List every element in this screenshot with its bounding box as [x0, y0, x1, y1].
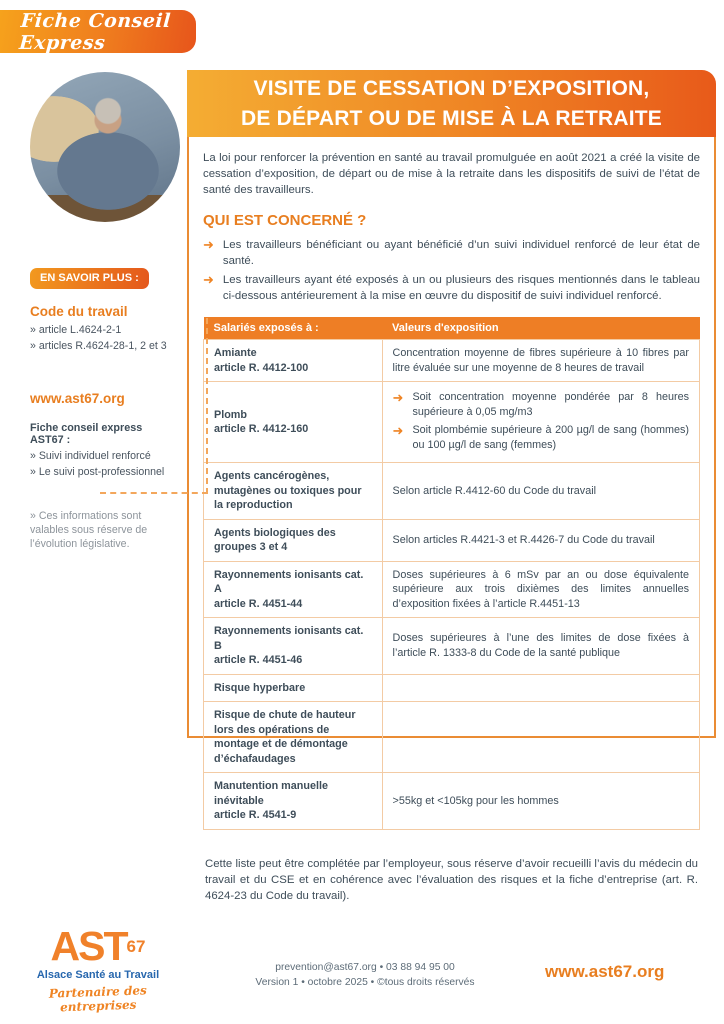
risk-article: article R. 4541-9	[214, 809, 297, 821]
logo-subtitle: Alsace Santé au Travail	[36, 969, 160, 981]
risk-value: Soit concentration moyenne pondérée par 8 heures supérieure à 0,05 mg/m3	[412, 391, 689, 418]
risk-article: article R. 4451-46	[214, 654, 303, 666]
risk-name: Amiante	[214, 347, 257, 359]
risk-name: Agents cancérogènes, mutagènes ou toxiques pour la reproduction	[214, 470, 362, 511]
sidebar-item-suivi-post: » Le suivi post-professionnel	[30, 466, 165, 478]
risk-name: Rayonnements ionisants cat. B	[214, 625, 364, 652]
sidebar-legal-note: » Ces informations sont valables sous réserve de l’évolution législative.	[30, 510, 148, 550]
footer-version-line: Version 1 • octobre 2025 • ©tous droits réservés	[255, 977, 475, 988]
intro-paragraph: La loi pour renforcer la prévention en santé au travail promulguée en août 2021 a créé la visite de cessation d’exposition, de départ ou de mise à la retraite dans les dispositifs de suivi de l’état de santé des travailleurs.	[203, 152, 700, 196]
risk-value: Concentration moyenne de fibres supérieure à 10 fibres par litre évaluée sur une moyenne de 8 heures de travail	[382, 340, 699, 382]
closing-paragraph: Cette liste peut être complétée par l’employeur, sous réserve d’avoir recueilli l’avis du médecin du travail et du CSE et en cohérence avec l’évaluation des risques et la fiche d’entreprise (art. R. 4624-23 du Code du travail).	[205, 857, 698, 902]
value-bullet	[393, 423, 689, 452]
risk-name: Risque de chute de hauteur lors des opérations de montage et de démontage d’échafaudages	[214, 709, 356, 765]
risk-value: Selon article R.4412-60 du Code du travail	[382, 463, 699, 520]
sidebar-website-link[interactable]: www.ast67.org	[30, 391, 125, 406]
risk-name: Plomb	[214, 408, 247, 421]
risk-value: >55kg et <105kg pour les hommes	[382, 773, 699, 830]
risk-value	[382, 702, 699, 773]
table-row	[204, 519, 700, 561]
column-header-valeurs: Valeurs d'exposition	[382, 317, 699, 340]
list-item	[203, 272, 700, 304]
logo-tagline: Partenaire des entreprises	[48, 983, 147, 1015]
footer-website-link[interactable]: www.ast67.org	[545, 962, 665, 981]
risk-value: Selon articles R.4421-3 et R.4426-7 du Code du travail	[382, 519, 699, 561]
arrow-bullet-icon: ➜	[392, 390, 404, 405]
table-row	[204, 618, 700, 675]
table-row	[204, 340, 700, 382]
ast67-logo	[33, 925, 163, 1013]
section-heading: QUI EST CONCERNÉ ?	[203, 212, 367, 229]
banner-label: Fiche Conseil Express	[18, 9, 172, 54]
sidebar-item-article-2: » articles R.4624-28-1, 2 et 3	[30, 340, 167, 352]
risk-article: article R. 4451-44	[214, 597, 303, 610]
risk-article: article R. 4412-160	[214, 423, 309, 435]
bullet-text: Les travailleurs bénéficiant ou ayant bénéficié d’un suivi individuel renforcé de leur état de santé.	[222, 239, 700, 267]
arrow-bullet-icon: ➜	[203, 272, 214, 287]
sidebar-code-du-travail-title: Code du travail	[30, 304, 128, 319]
arrow-bullet-icon: ➜	[203, 237, 214, 252]
table-header-row	[204, 317, 700, 340]
risk-name: Manutention manuelle inévitable	[214, 780, 328, 807]
risk-name: Rayonnements ionisants cat. A	[214, 568, 364, 595]
sidebar-item-suivi-renforce: » Suivi individuel renforcé	[30, 450, 151, 462]
sidebar-fiche-title: Fiche conseil express AST67 :	[30, 422, 143, 446]
sidebar	[30, 268, 178, 551]
risk-article: article R. 4412-100	[214, 361, 309, 374]
footer-contact-line: prevention@ast67.org • 03 88 94 95 00	[275, 962, 455, 973]
sidebar-item-article-1: » article L.4624-2-1	[30, 324, 122, 336]
risk-value: Doses supérieures à 6 mSv par an ou dose équivalente supérieure aux trois dixièmes des limites annuelles d’exposition fixées à l’article R.4451-13	[382, 561, 699, 618]
risk-name: Risque hyperbare	[214, 681, 306, 694]
arrow-bullet-icon: ➜	[392, 423, 404, 438]
title-line-1: VISITE DE CESSATION D’EXPOSITION,	[253, 76, 650, 100]
logo-ast-text: AST	[50, 923, 127, 969]
document-title	[187, 70, 716, 137]
table-row	[204, 382, 700, 463]
footer-contact-block	[230, 960, 500, 990]
risk-name: Agents biologiques des groupes 3 et 4	[214, 526, 336, 553]
value-bullet	[393, 390, 689, 419]
table-row	[204, 702, 700, 773]
table-row	[204, 561, 700, 618]
title-line-2: DE DÉPART OU DE MISE À LA RETRAITE	[241, 106, 662, 130]
column-header-salaries: Salariés exposés à :	[204, 317, 383, 340]
table-row	[204, 773, 700, 830]
bullet-text: Les travailleurs ayant été exposés à un ou plusieurs des risques mentionnés dans le tableau ci-dessous antérieurement à la mise en œuvre du dispositif de suivi individuel renforcé.	[222, 274, 700, 302]
risk-value: Soit plombémie supérieure à 200 µg/l de sang (hommes) ou 100 µg/l de sang (femmes)	[412, 424, 689, 451]
logo-67-text: 67	[126, 937, 146, 956]
table-row	[204, 674, 700, 702]
risk-value: Doses supérieures à l’une des limites de dose fixées à l’article R. 1333-8 du Code de la santé publique	[382, 618, 699, 675]
fiche-conseil-express-banner	[0, 10, 196, 53]
portrait-photo	[30, 72, 180, 222]
exposure-table	[203, 317, 700, 830]
table-row	[204, 463, 700, 520]
en-savoir-plus-badge: EN SAVOIR PLUS :	[30, 268, 149, 289]
list-item	[203, 237, 700, 269]
main-content-box	[187, 137, 716, 902]
risk-value	[382, 674, 699, 702]
